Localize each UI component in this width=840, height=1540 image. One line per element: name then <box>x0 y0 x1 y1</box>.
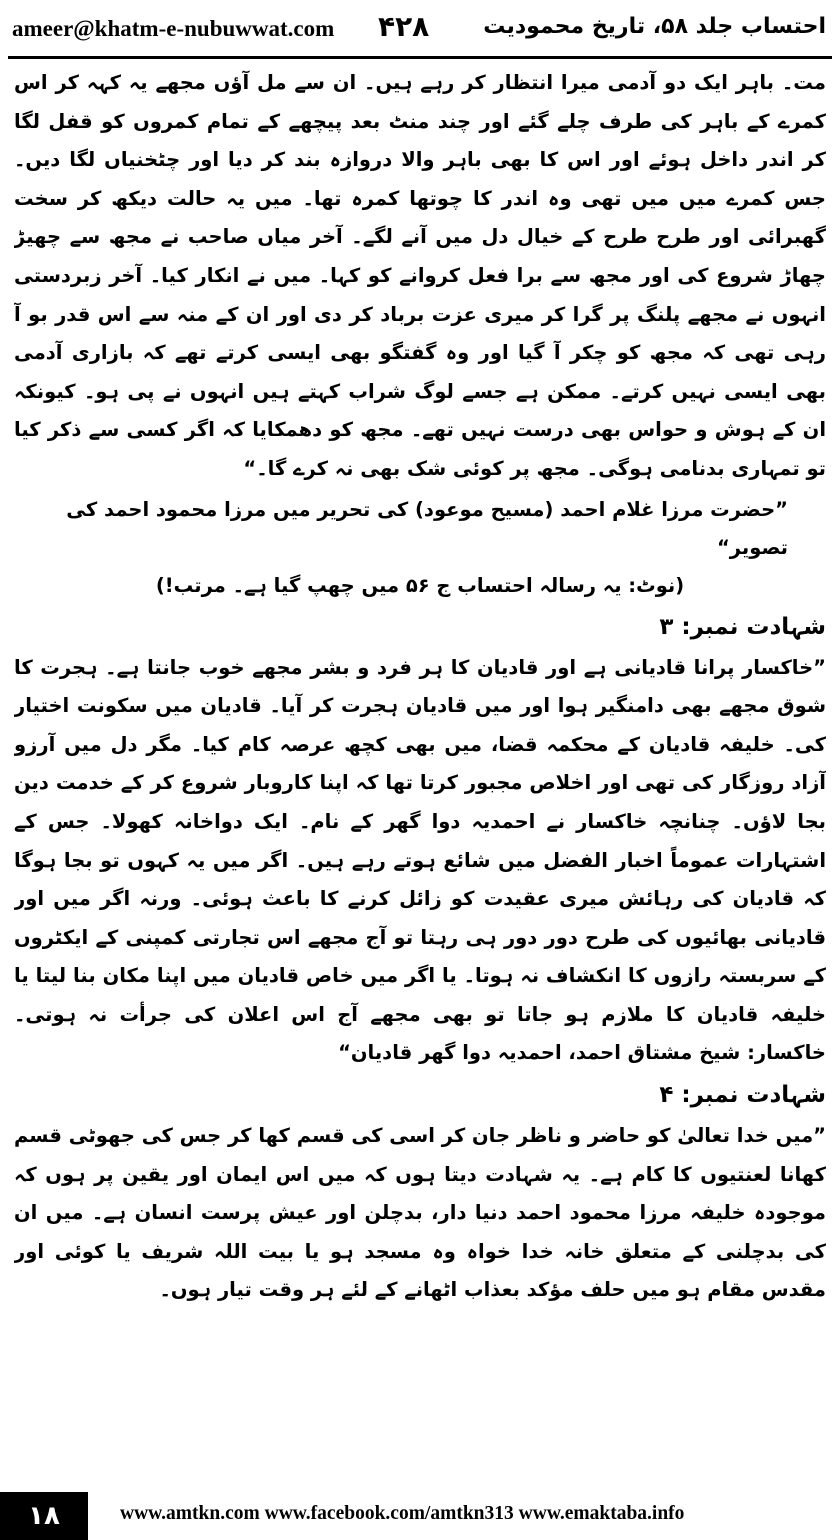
header-divider <box>8 56 832 59</box>
body-paragraph-2: ”خاکسار پرانا قادیانی ہے اور قادیان کا ہر فرد و بشر مجھے خوب جانتا ہے۔ ہجرت کا شوق مجھے بھی دامنگیر ہوا اور میں قادیان ہجرت کر آیا۔ قادیان میں سکونت اختیار کی۔ خلیفہ قادیان کے محکمہ قضا، میں بھی کچھ عرصہ کام کیا۔ مگر دل میں آرزو آزاد روزگار کی تھی اور اخلاص مجبور کرتا تھا کہ اپنا کاروبار شروع کر کے خدمت دین بجا لاؤں۔ چنانچہ خاکسار نے احمدیہ دوا گھر کے نام۔ ایک دواخانہ کھولا۔ جس کے اشتہارات عموماً اخبار الفضل میں شائع ہوتے رہے ہیں۔ اگر میں یہ کہوں تو بجا ہوگا کہ قادیان کی رہائش میری عقیدت کو زائل کرنے کا باعث ہوئی۔ ورنہ اگر میں اور قادیانی بھائیوں کی طرح دور دور ہی رہتا تو آج مجھے اس تجارتی کمپنی کے ایکٹروں کے سربستہ رازوں کا انکشاف نہ ہوتا۔ یا اگر میں خاص قادیان میں اپنا مکان بنا لیتا یا خلیفہ قادیان کا ملازم ہو جاتا تو بھی مجھے آج اس اعلان کی جرأت نہ ہوتی۔ خاکسار: شیخ مشتاق احمد، احمدیہ دوا گھر قادیان“ <box>14 655 826 1065</box>
body-paragraph-1: مت۔ باہر ایک دو آدمی میرا انتظار کر رہے ہیں۔ ان سے مل آؤں مجھے یہ کہہ کر اس کمرے کے باہر کی طرف چلے گئے اور چند منٹ بعد پیچھے کے تمام کمروں کو قفل لگا کر اندر داخل ہوئے اور اس کا بھی باہر والا دروازہ بند کر دیا اور چٹخنیاں لگا دیں۔ جس کمرے میں میں تھی وہ اندر کا چوتھا کمرہ تھا۔ میں یہ حالت دیکھ کر سخت گھبرائی اور طرح طرح کے خیال دل میں آنے لگے۔ آخر میاں صاحب نے مجھ سے چھیڑ چھاڑ شروع کی اور مجھ سے برا فعل کروانے کو کہا۔ میں نے انکار کیا۔ آخر زبردستی انہوں نے مجھے پلنگ پر گرا کر میری عزت برباد کر دی اور ان کے منہ سے اس قدر بو آ رہی تھی کہ مجھ کو چکر آ گیا اور وہ گفتگو بھی ایسی کرتے تھے کہ بازاری آدمی بھی ایسی نہیں کرتے۔ ممکن ہے جسے لوگ شراب کہتے ہیں انہوں نے پی ہو۔ کیونکہ ان کے ہوش و حواس بھی درست نہیں تھے۔ مجھ کو دھمکایا کہ اگر کسی سے ذکر کیا تو تمہاری بدنامی ہوگی۔ مجھ پر کوئی شک بھی نہ کرے گا۔“ <box>14 71 826 480</box>
page-body <box>14 64 826 1482</box>
header-book-title: احتساب جلد ۵۸، تاریخ محمودیت <box>483 14 826 39</box>
page-header <box>0 0 840 58</box>
testimony-heading-4: شہادت نمبر: ۴ <box>659 1082 826 1109</box>
header-email[interactable]: ameer@khatm-e-nubuwwat.com <box>12 16 335 41</box>
body-paragraph-3: ”میں خدا تعالیٰ کو حاضر و ناظر جان کر اسی کی قسم کھا کر جس کی جھوٹی قسم کھانا لعنتیوں کا کام ہے۔ یہ شہادت دیتا ہوں کہ میں اس ایمان اور یقین پر ہوں کہ موجودہ خلیفہ مرزا محمود احمد دنیا دار، بدچلن اور عیش پرست انسان ہے۔ میں ان کی بدچلنی کے متعلق خانہ خدا خواہ وہ مسجد ہو یا بیت اللہ شریف یا کوئی اور مقدس مقام ہو میں حلف مؤکد بعذاب اٹھانے کے لئے ہر وقت تیار ہوں۔ <box>14 1124 826 1302</box>
footer-page-number: ۱۸ <box>0 1492 88 1540</box>
page-footer <box>0 1492 840 1540</box>
citation-line: ”حضرت مرزا غلام احمد (مسیح موعود) کی تحریر میں مرزا محمود احمد کی تصویر“ <box>66 497 788 559</box>
editor-note: (نوٹ: یہ رسالہ احتساب ج ۵۶ میں چھپ گیا ہے۔ مرتب!) <box>155 573 685 597</box>
testimony-heading-3: شہادت نمبر: ۳ <box>659 613 826 640</box>
header-page-number: ۴۲۸ <box>378 10 430 43</box>
footer-website-links[interactable]: www.amtkn.com www.facebook.com/amtkn313 www.emaktaba.info <box>120 1503 685 1524</box>
